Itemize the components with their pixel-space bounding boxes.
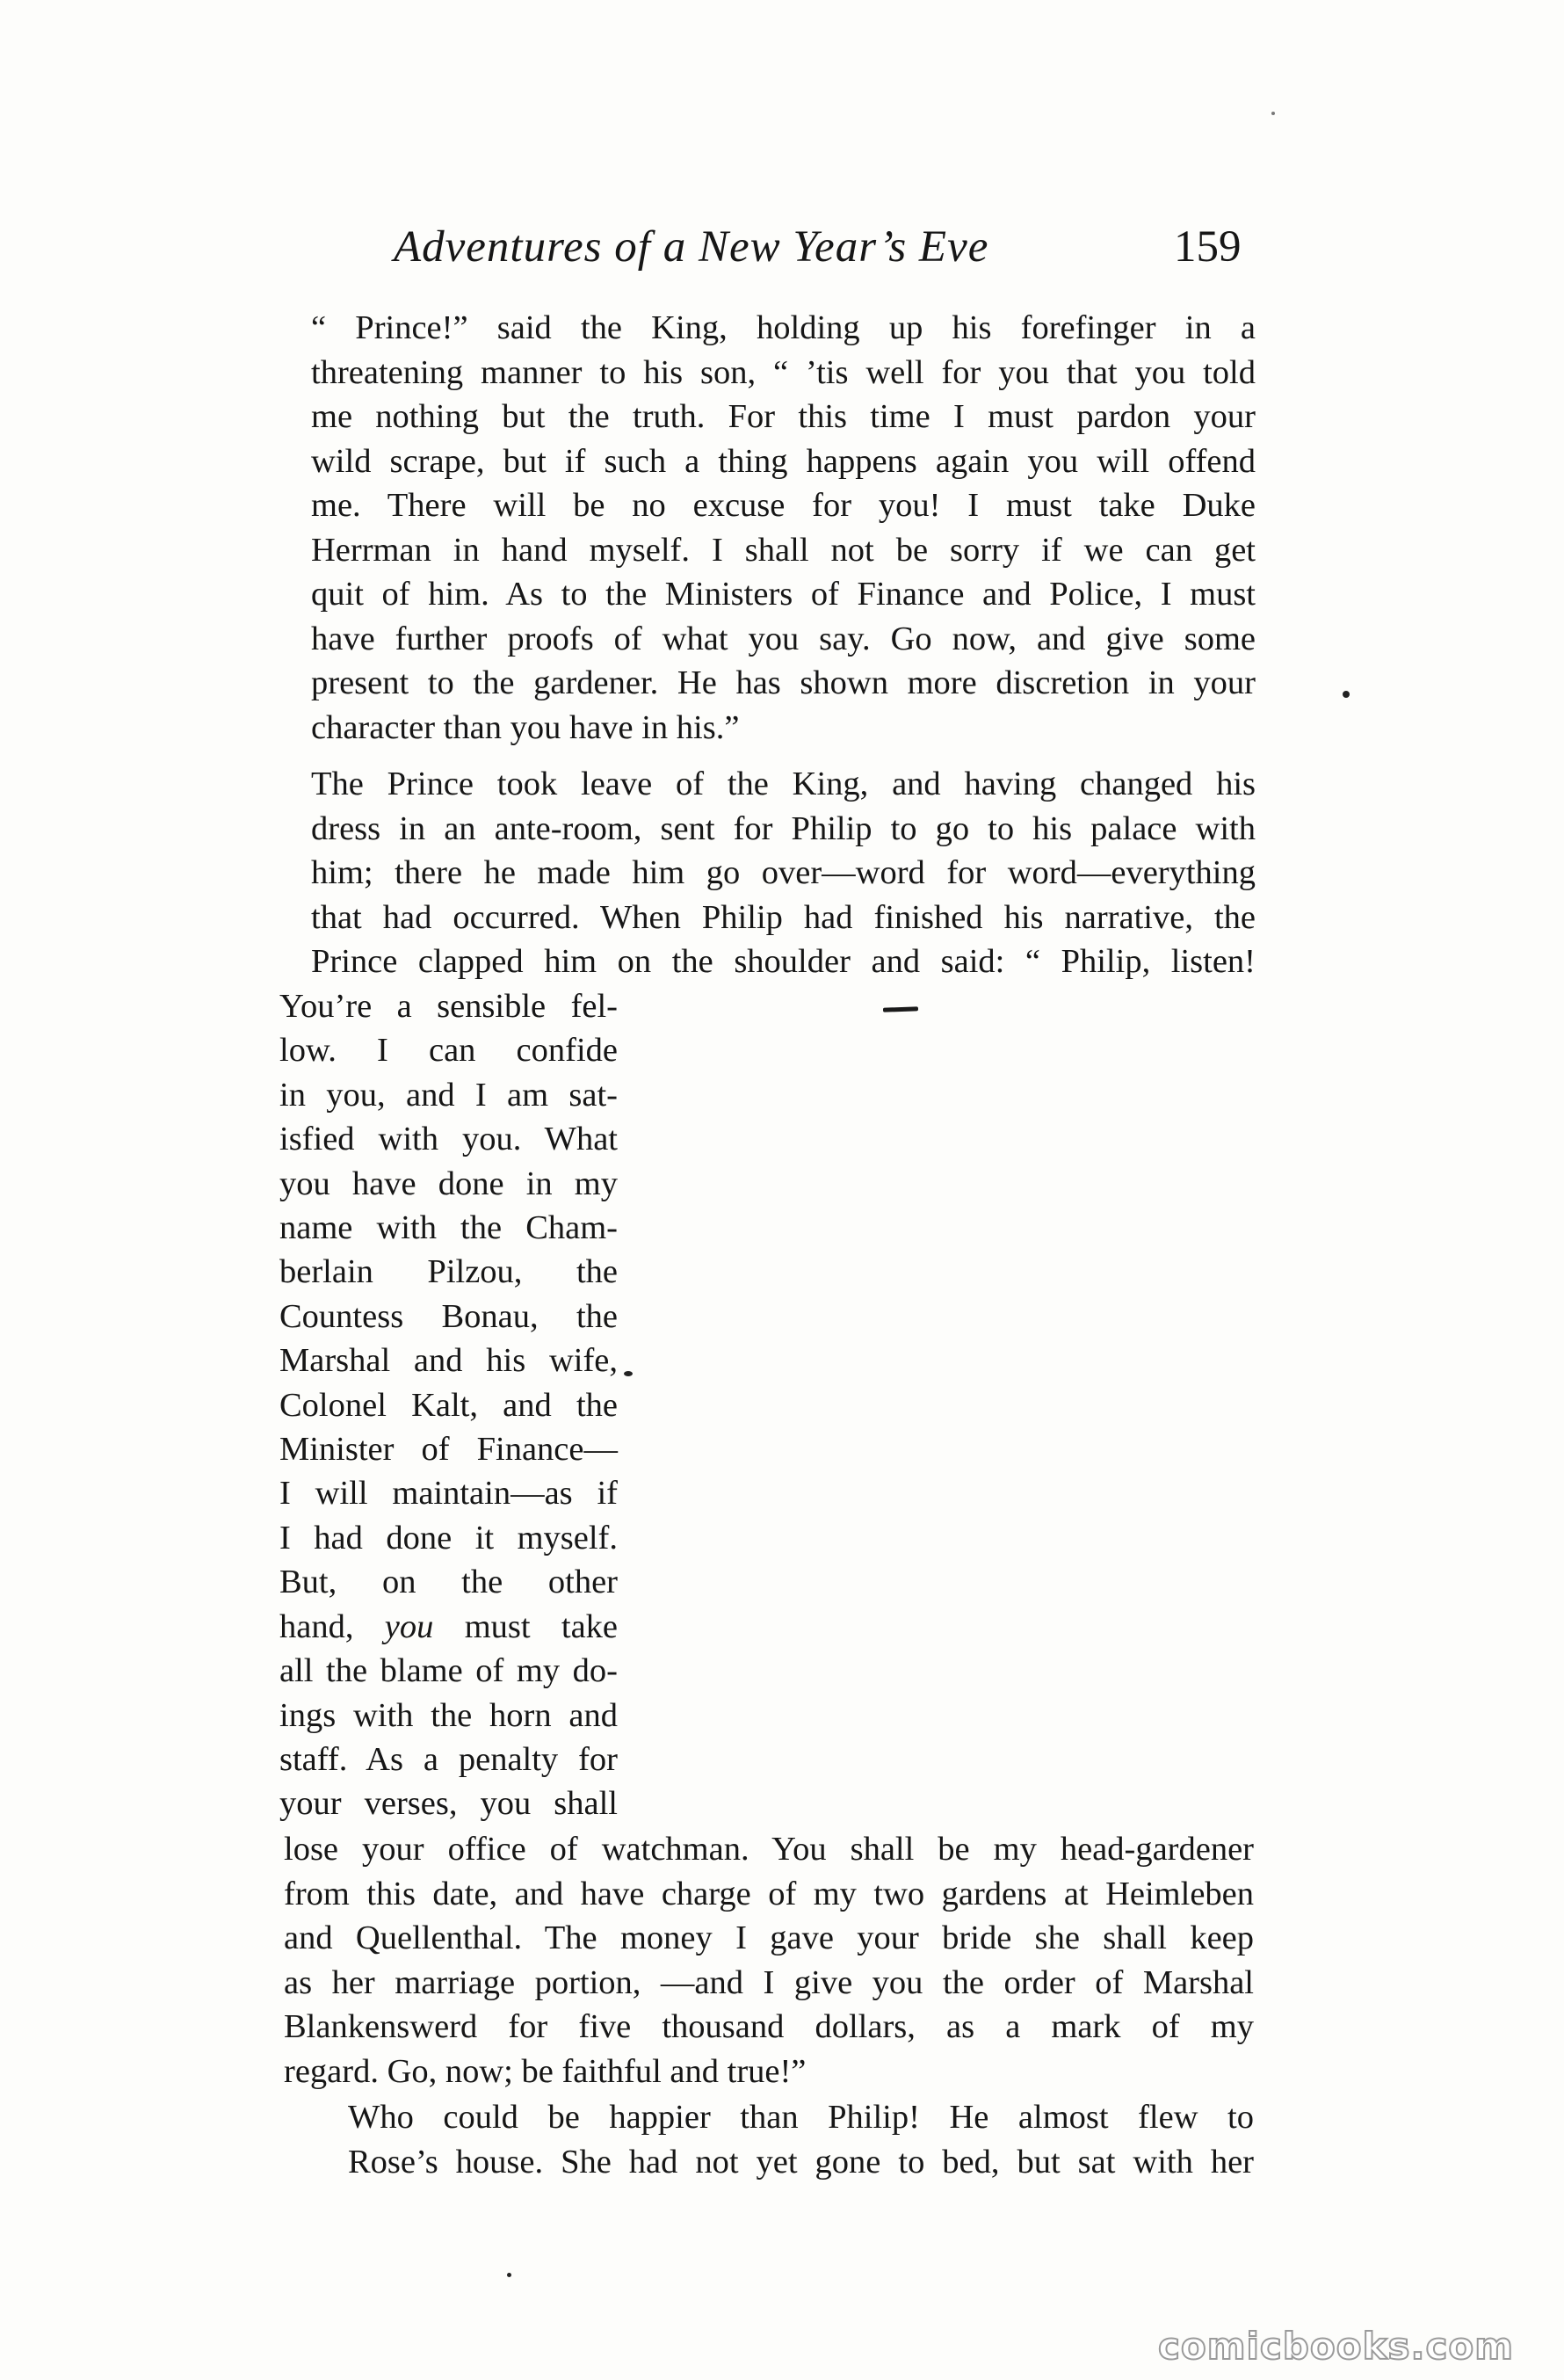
text-line: Minister of Finance— <box>279 1431 618 1469</box>
text-line: lose your office of watchman. You shall be my head-gardener <box>284 1831 1254 1868</box>
text-line: name with the Cham- <box>279 1209 618 1247</box>
text-line: from this date, and have charge of my two gardens at Heimleben <box>284 1875 1254 1912</box>
text-line: Herrman in hand myself. I shall not be sorry if we can get <box>311 531 1256 569</box>
text-line: as her marriage portion, —and I give you the order of Marshal <box>284 1963 1254 2001</box>
text-line: all the blame of my do- <box>279 1652 618 1690</box>
text-line: threatening manner to his son, “ ’tis well for you that you told <box>311 353 1256 391</box>
paragraph-philip-happy <box>284 2095 1254 2184</box>
text-line: present to the gardener. He has shown more discretion in your <box>311 664 1256 701</box>
text-line: and Quellenthal. The money I gave your bride she shall keep <box>284 1919 1254 1956</box>
text-line: Rose’s house. She had not yet gone to bed, but sat with her <box>348 2143 1254 2180</box>
text-line: wild scrape, but if such a thing happens again you will offend <box>311 442 1256 480</box>
text-line: regard. Go, now; be faithful and true!” <box>284 2052 807 2090</box>
text-line: in you, and I am sat- <box>279 1076 618 1114</box>
text-line: me. There will be no excuse for you! I must take Duke <box>311 487 1256 524</box>
scan-speck <box>1271 112 1275 115</box>
text-line: Blankenswerd for five thousand dollars, as a mark of my <box>284 2008 1254 2045</box>
scan-speck <box>507 2273 511 2277</box>
scan-speck <box>1343 691 1350 698</box>
blank-illustration-area <box>633 984 1248 1819</box>
text-line: dress in an ante-room, sent for Philip to go to his palace with <box>311 809 1256 847</box>
scan-speck <box>624 1371 633 1376</box>
paragraph-prince-tail <box>284 1827 1254 2093</box>
running-title: Adventures of a New Year’s Eve <box>394 222 989 272</box>
text-line: him; there he made him go over—word for word—everything <box>311 854 1256 891</box>
text-line: staff. As a penalty for <box>279 1740 618 1778</box>
text-line: isfied with you. What <box>279 1121 618 1158</box>
text-line: quit of him. As to the Ministers of Finance and Police, I must <box>311 576 1256 613</box>
text-line: I will maintain—as if <box>279 1475 618 1513</box>
text-line: Countess Bonau, the <box>279 1297 618 1335</box>
text-line: You’re a sensible fel- <box>279 988 618 1025</box>
text-line: your verses, you shall <box>279 1785 618 1823</box>
text-line: Colonel Kalt, and the <box>279 1386 618 1424</box>
text-fragment: hand, <box>279 1607 354 1645</box>
text-line: I had done it myself. <box>279 1519 618 1556</box>
paragraph-prince-leave <box>272 762 1256 984</box>
text-line-with-emphasis <box>279 1605 618 1649</box>
page-number: 159 <box>1174 222 1242 272</box>
text-line: Marshal and his wife, <box>279 1342 618 1380</box>
text-line: me nothing but the truth. For this time I must pardon your <box>311 398 1256 435</box>
emphasized-word: you <box>384 1607 434 1645</box>
text-line: character than you have in his.” <box>311 708 740 746</box>
page-header <box>0 221 1564 283</box>
text-line: “ Prince!” said the King, holding up his forefinger in a <box>311 309 1256 346</box>
paragraph-king-speech <box>272 306 1256 750</box>
text-line: berlain Pilzou, the <box>279 1253 618 1291</box>
text-line: have further proofs of what you say. Go now, and give some <box>311 620 1256 657</box>
text-line: Prince clapped him on the shoulder and said: “ Philip, listen! <box>311 943 1256 980</box>
narrow-column-text <box>279 984 618 1826</box>
text-line: that had occurred. When Philip had finished his narrative, the <box>311 898 1256 936</box>
text-line: low. I can confide <box>279 1032 618 1070</box>
text-line: you have done in my <box>279 1165 618 1202</box>
text-fragment: must take <box>464 1607 618 1645</box>
text-line: Who could be happier than Philip! He almost flew to <box>348 2099 1254 2136</box>
text-line: ings with the horn and <box>279 1696 618 1734</box>
text-line: But, on the other <box>279 1564 618 1601</box>
watermark-logo: comicbooks.com <box>1158 2325 1514 2368</box>
text-line: The Prince took leave of the King, and having changed his <box>311 766 1256 802</box>
